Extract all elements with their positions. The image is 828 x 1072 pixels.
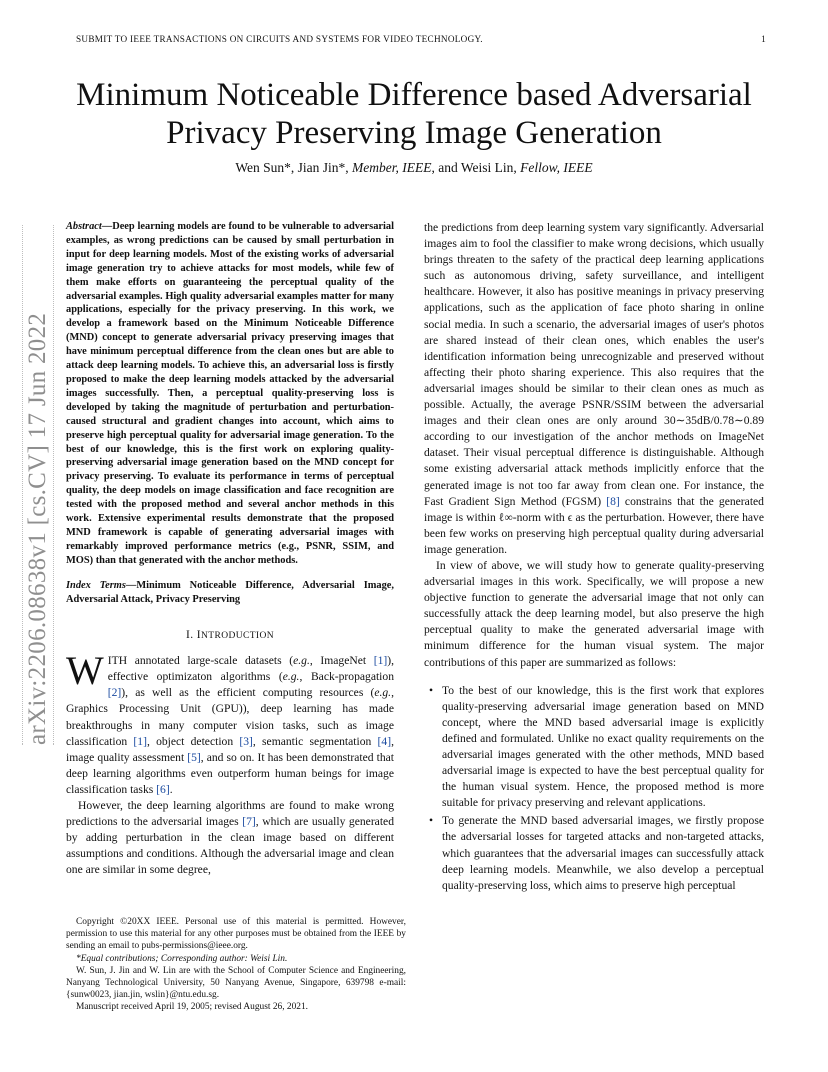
contribution-list [424,683,764,894]
citation-link[interactable]: [1] [133,734,147,748]
index-terms-lead: Index Terms [66,579,126,591]
bullet-icon: • [429,683,434,697]
bullet-icon: • [429,814,434,828]
intro-paragraph-2: However, the deep learning algorithms are found to make wrong predictions to the adversarial images [7], which are usually generated by adding perturbation in the clean image based on different assumptions and conditions. Although the adversarial image and clean one are similar in some degree, [66,799,394,877]
section-heading-introduction [66,628,394,645]
author-1-role: Member, IEEE [352,160,432,175]
author-2-role: Fellow, IEEE [520,160,593,175]
paper-title [40,76,788,152]
drop-cap: W [66,648,104,694]
author-list [40,160,788,176]
right-paragraph-2: In view of above, we will study how to generate quality-preserving adversarial images in this work. Specifically, we will propose a new objective function to generate the adversarial image that not only can successfully attack the deep learning model, but also preserve the high perceptual quality to make the generated adversarial image with minimum difference for the human visual system. The major contributions of this paper are summarized as follows: [424,558,764,669]
abstract-text: —Deep learning models are found to be vulnerable to adversarial examples, as wrong predictions can be caused by small perturbation in input for deep learning models. Most of the existing works of adversarial image generation try to achieve attacks for most models, while few of them make efforts on guaranteeing the perceptual quality of the adversarial examples. High quality adversarial examples matter for many applications, especially for the privacy preserving. In this work, we develop a framework based on the Minimum Noticeable Difference (MND) concept to generate adversarial privacy preserving images that have minimum perceptual difference from the clean ones but are able to attack deep learning models. To achieve this, an adversarial loss is firstly proposed to make the deep learning models attacked by the adversarial images successfully. Then, a perceptual quality-preserving loss is developed by taking the magnitude of perturbation and perturbation-caused structural and gradient changes into account, which aims to preserve high perceptual quality for adversarial image generation. To the best of our knowledge, this is the first work on exploring quality-preserving adversarial image generation based on the MND concept for privacy preserving. To evaluate its performance in terms of perceptual quality, the deep models on image classification and face recognition are tested with the proposed method and several anchor methods in this work. Extensive experimental results demonstrate that the proposed MND framework is capable of generating adversarial images with remarkably improved performance metrics (e.g., PSNR, SSIM, and MOS) than that generated with the anchor methods. [66,221,394,566]
abstract-lead: Abstract [66,221,102,232]
citation-link[interactable]: [6] [156,782,170,796]
footnote [66,916,406,1014]
citation-link[interactable]: [2] [107,686,122,700]
citation-link[interactable]: [4] [377,734,392,748]
abstract [66,220,394,568]
citation-link[interactable]: [1] [373,654,388,668]
copyright-note: Copyright ©20XX IEEE. Personal use of this material is permitted. However, permission to use this material for any other purposes must be obtained from the IEEE by sending an email to pubs-permissions@ieee.org. [66,917,406,952]
list-item: • To the best of our knowledge, this is the first work that explores quality-preserving adversarial image generation based on MND concept, where the MND based adversarial image is explicitly defined and formulated. Unlike no exact quality requirements on the adversarial images generated with the other methods, MND based adversarial image is expected to have the best perceptual quality for the human visual system. Hence, the proposed method is more suitable for privacy preserving and relevant applications. [429,683,764,810]
authors-part-1: Wen Sun*, Jian Jin*, [235,160,353,175]
page-number: 1 [761,34,766,44]
left-column [66,220,394,878]
manuscript-note: Manuscript received April 19, 2005; revised August 26, 2021. [76,1002,308,1013]
citation-link[interactable]: [8] [606,494,620,508]
index-terms [66,579,394,607]
affiliation-note: W. Sun, J. Jin and W. Lin are with the School of Computer Science and Engineering, Nanyang Technological University, 50 Nanyang Avenue, Singapore, 639798 e-mail: {sunw0023, jian.jin, wslin}@ntu.edu.sg. [66,965,406,1001]
intro-paragraph-1: WITH annotated large-scale datasets (e.g., ImageNet [1]), effective optimizaton algorithms (e.g., Back-propagation [2]), as well as the efficient computing resources (e.g., Graphics Processing Unit (GPU)), deep learning has made breakthroughs in many computer vision tasks, such as image classification [1], object detection [3], semantic segmentation [4], image quality assessment [5], and so on. It has been demonstrated that deep learning algorithms even outperform human beings for image classification tasks [6]. [66,648,395,796]
contribution-note: *Equal contributions; Corresponding author: Weisi Lin. [76,953,288,964]
authors-part-2: , and Weisi Lin, [431,160,521,175]
arxiv-stamp[interactable]: arXiv:2206.08638v1 [cs.CV] 17 Jun 2022 [22,225,54,745]
section-initial: I [196,629,201,642]
citation-link[interactable]: [5] [187,750,201,764]
section-numeral: I. [185,629,197,642]
title-line-2: Privacy Preserving Image Generation [166,115,662,151]
right-paragraph-1: the predictions from deep learning system vary significantly. Adversarial images aim to fool the classifier to make wrong decisions, which usually brings threaten to the safety of the practical deep learning applications such as autonomous driving, safety surveillance, and intelligent healthcare. However, it also has positive meanings in privacy preserving applications, such as the application of face photo sharing in online social media. In such a scenario, the adversarial images of user's photos are shared instead of their clean ones, which enables the user's identification information being unrecognizable and preserved without affecting their photo sharing experience. This also requires that the adversarial images should be similar to their clean ones as much as possible. Actually, the average PSNR/SSIM between the adversarial images and their clean ones are only around 30∼35dB/0.78∼0.89 according to our investigation of the anchor methods on ImageNet dataset. Their visual perceptual difference is distinguishable. Although some existing adversarial attack methods implicitly enforce that the generated image is not too far away from clean one. For instance, the Fast Gradient Sign Method (FGSM) [8] constrains that the generated image is within ℓ∞-norm with ϵ as the perturbation. However, there have been few works on preserving high perceptual quality during adversarial image generation. [424,221,764,556]
index-terms-text: —Minimum Noticeable Difference, Adversarial Image, Adversarial Attack, Privacy Preserving [66,579,394,605]
section-title-rest: NTRODUCTION [201,631,275,642]
running-head [76,34,766,44]
citation-link[interactable]: [7] [242,815,256,829]
title-line-1: Minimum Noticeable Difference based Adversarial [76,77,752,113]
citation-link[interactable]: [3] [239,734,253,748]
list-item: • To generate the MND based adversarial images, we firstly propose the adversarial losses for targeted attacks and non-targeted attacks, which guarantees that the adversarial images can successfully attack deep learning models. Meanwhile, we also develop a perceptual quality-preserving loss, which aims to preserve high perceptual [429,814,764,892]
running-head-text: SUBMIT TO IEEE TRANSACTIONS ON CIRCUITS AND SYSTEMS FOR VIDEO TECHNOLOGY. [76,34,483,44]
right-column [424,220,764,896]
